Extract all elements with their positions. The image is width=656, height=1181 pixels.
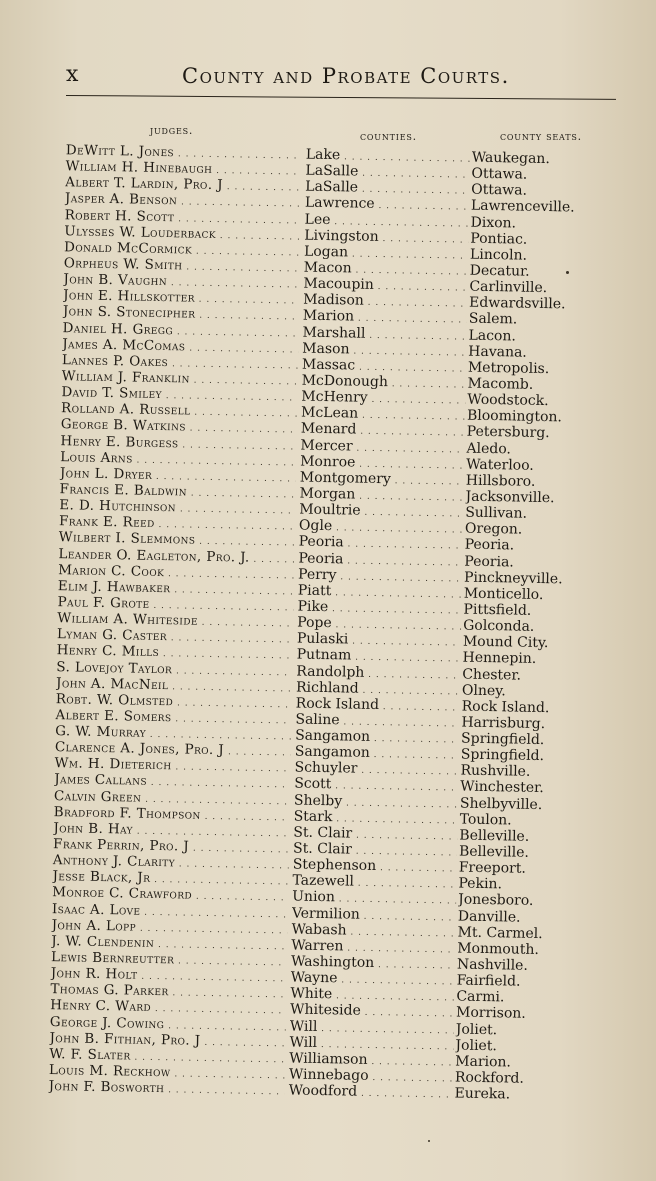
- county-seat: Bloomington.: [466, 407, 563, 426]
- county-name: Perry . . .: [298, 566, 462, 587]
- judge-name: John B. Vaughn . . .: [63, 271, 299, 293]
- county-name: Rock Island . . .: [296, 695, 460, 716]
- county-name: Richland . . .: [296, 679, 460, 700]
- county-name: Pike . . .: [297, 598, 461, 619]
- county-seat: Waterloo.: [466, 456, 534, 474]
- county-seat: Macomb.: [467, 375, 534, 393]
- judge-name: Wm. H. Dieterich . . .: [54, 755, 290, 777]
- county-seat: Rock Island.: [461, 698, 550, 716]
- county-name: Peoria . . .: [298, 550, 462, 571]
- judge-name: Frank Perrin, Pro. J . . .: [53, 836, 289, 858]
- judge-name: Bradford F. Thompson . . .: [54, 804, 290, 826]
- county-name: Macon . . .: [304, 260, 468, 281]
- county-name: Williamson . . .: [289, 1050, 453, 1071]
- judge-name: Thomas G. Parker . . .: [50, 981, 286, 1003]
- header-rule: [66, 95, 616, 100]
- county-name: Lee . . .: [304, 211, 468, 232]
- county-name: Shelby . . .: [294, 792, 458, 813]
- county-seat: Jacksonville.: [465, 488, 555, 507]
- county-seat: Springfield.: [460, 746, 545, 765]
- county-seat: Waukegan.: [471, 149, 551, 168]
- county-seat: Belleville.: [459, 827, 530, 845]
- county-name: Menard . . .: [301, 421, 465, 442]
- judge-name: Albert E. Somers . . .: [55, 707, 291, 729]
- county-name: McHenry . . .: [301, 389, 465, 410]
- county-name: Woodford . . .: [288, 1083, 452, 1104]
- judge-name: George B. Watkins . . .: [61, 417, 297, 439]
- county-name: Putnam . . .: [296, 647, 460, 668]
- county-name: McDonough . . .: [301, 373, 465, 394]
- county-seat: Chester.: [462, 666, 522, 684]
- judge-name: Monroe C. Crawford . . .: [52, 885, 288, 907]
- county-seat: Golconda.: [463, 617, 535, 635]
- judge-name: John E. Hillskotter . . .: [63, 287, 299, 309]
- judge-name: David T. Smiley . . .: [61, 384, 297, 406]
- judge-name: J. W. Clendenin . . .: [51, 933, 287, 955]
- judge-name: Albert T. Lardin, Pro. J . . .: [65, 174, 301, 196]
- court-listing: [0, 141, 656, 1105]
- county-seat: Hennepin.: [462, 649, 537, 668]
- judge-name: William A. Whiteside . . .: [57, 610, 293, 632]
- judge-name: Paul F. Grote . . .: [57, 594, 293, 616]
- county-name: Marshall . . .: [302, 324, 466, 345]
- county-seat: Shelbyville.: [459, 795, 543, 813]
- county-name: Will . . .: [290, 1018, 454, 1039]
- county-name: Madison . . .: [303, 292, 467, 313]
- judge-name: William H. Hinebaugh . . .: [65, 158, 301, 180]
- county-name: LaSalle . . .: [305, 179, 469, 200]
- judge-name: Anthony J. Clarity . . .: [53, 852, 289, 874]
- county-seat: Joliet.: [455, 1037, 498, 1054]
- county-seat: Freeport.: [458, 859, 527, 877]
- page-number: x: [66, 62, 80, 87]
- county-name: Warren . . .: [291, 937, 455, 958]
- county-seat: Havana.: [468, 343, 527, 361]
- judge-name: E. D. Hutchinson . . .: [59, 497, 295, 519]
- judge-name: Rolland A. Russell . . .: [61, 400, 297, 422]
- county-seat: Ottawa.: [471, 181, 528, 199]
- county-seat: Metropolis.: [467, 359, 550, 377]
- county-name: Tazewell . . .: [292, 873, 456, 894]
- judge-name: James Callans . . .: [54, 772, 290, 794]
- judge-name: Calvin Green . . .: [54, 788, 290, 810]
- county-seat: Salem.: [468, 311, 518, 328]
- county-seat: Lawrenceville.: [470, 198, 575, 216]
- county-seat: Morrison.: [455, 1004, 526, 1023]
- column-header-judges: judges.: [150, 124, 194, 137]
- county-name: Sangamon . . .: [295, 728, 459, 749]
- county-seat: Winchester.: [460, 779, 544, 797]
- judge-name: Ulysses W. Louderback . . .: [64, 223, 300, 245]
- judge-name: Jesse Black, Jr . . .: [52, 868, 288, 890]
- judge-name: William J. Franklin . . .: [62, 368, 298, 390]
- county-seat: Edwardsville.: [468, 294, 566, 313]
- county-name: Ogle . . .: [299, 518, 463, 539]
- column-header-county-seats: county seats.: [500, 130, 582, 143]
- judge-name: Henry E. Burgess . . .: [60, 433, 296, 455]
- ink-speck: [428, 1140, 430, 1142]
- judge-name: Wilbert I. Slemmons . . .: [59, 530, 295, 552]
- judge-name: Frank E. Reed . . .: [59, 513, 295, 535]
- county-name: Lake . . .: [306, 147, 470, 168]
- judge-name: G. W. Murray . . .: [55, 723, 291, 745]
- ink-speck: [566, 271, 569, 274]
- judge-name: DeWitt L. Jones . . .: [66, 142, 302, 164]
- county-seat: Decatur.: [469, 262, 530, 280]
- county-seat: Lincoln.: [469, 246, 528, 264]
- judge-name: Elim J. Hawbaker . . .: [58, 578, 294, 600]
- judge-name: George J. Cowing . . .: [50, 1014, 286, 1036]
- county-name: Peoria . . .: [299, 534, 463, 555]
- judge-name: John F. Bosworth . . .: [49, 1078, 285, 1100]
- judge-name: Henry C. Ward . . .: [50, 998, 286, 1020]
- county-seat: Toulon.: [459, 811, 512, 829]
- county-name: Mercer . . .: [300, 437, 464, 458]
- county-name: Saline . . .: [295, 711, 459, 732]
- judge-name: Louis Arns . . .: [60, 449, 296, 471]
- county-seat: Belleville.: [458, 843, 530, 861]
- judge-name: John B. Hay . . .: [53, 820, 289, 842]
- judge-name: Lannes P. Oakes . . .: [62, 352, 298, 374]
- judge-name: Lyman G. Caster . . .: [57, 626, 293, 648]
- judge-name: Leander O. Eagleton, Pro. J. . . .: [58, 546, 294, 568]
- judge-name: Clarence A. Jones, Pro. J . . .: [55, 739, 291, 761]
- county-name: Pope . . .: [297, 615, 461, 636]
- county-name: Union . . .: [292, 889, 456, 910]
- county-seat: Oregon.: [464, 520, 523, 538]
- county-seat: Dixon.: [470, 214, 517, 232]
- county-seat: Rockford.: [454, 1069, 525, 1087]
- judge-name: John A. MacNeil . . .: [56, 675, 292, 697]
- county-name: Montgomery . . .: [300, 469, 464, 490]
- county-seat: Lacon.: [468, 327, 517, 345]
- county-name: Wayne . . .: [291, 970, 455, 991]
- county-name: Macoupin . . .: [303, 276, 467, 297]
- judge-name: John L. Dryer . . .: [60, 465, 296, 487]
- judge-name: W. F. Slater . . .: [49, 1046, 285, 1068]
- county-seat: Monticello.: [463, 585, 544, 603]
- judge-name: Orpheus W. Smith . . .: [64, 255, 300, 277]
- county-seat: Carmi.: [456, 988, 505, 1006]
- county-seat: Pinckneyville.: [463, 569, 563, 588]
- judge-name: Marion C. Cook . . .: [58, 562, 294, 584]
- county-seat: Marion.: [455, 1053, 512, 1071]
- judge-name: Henry C. Mills . . .: [56, 642, 292, 664]
- county-seat: Pekin.: [458, 875, 503, 893]
- county-name: Moultrie . . .: [299, 502, 463, 523]
- judge-name: Isaac A. Love . . .: [52, 901, 288, 923]
- county-name: Winnebago . . .: [289, 1066, 453, 1087]
- county-name: Livingston . . .: [304, 227, 468, 248]
- county-seat: Jonesboro.: [458, 891, 534, 910]
- county-seat: Joliet.: [455, 1021, 498, 1038]
- county-name: LaSalle . . .: [305, 163, 469, 184]
- judge-name: Robert H. Scott . . .: [64, 207, 300, 229]
- county-seat: Pontiac.: [470, 230, 528, 248]
- county-seat: Fairfield.: [456, 972, 521, 990]
- county-seat: Carlinville.: [469, 278, 548, 297]
- county-seat: Ottawa.: [471, 165, 528, 183]
- county-seat: Rushville.: [460, 762, 531, 781]
- judge-name: Robt. W. Olmsted . . .: [56, 691, 292, 713]
- county-name: St. Clair . . .: [293, 824, 457, 845]
- county-seat: Hillsboro.: [465, 472, 536, 490]
- column-header-counties: counties.: [360, 130, 417, 143]
- judge-name: John A. Lopp . . .: [51, 917, 287, 939]
- county-seat: Harrisburg.: [461, 714, 546, 733]
- county-name: White . . .: [290, 986, 454, 1007]
- county-name: Stark . . .: [293, 808, 457, 829]
- county-name: Will . . .: [289, 1034, 453, 1055]
- county-name: Vermilion . . .: [292, 905, 456, 926]
- county-name: Pulaski . . .: [297, 631, 461, 652]
- county-seat: Nashville.: [456, 956, 528, 974]
- judge-name: S. Lovejoy Taylor . . .: [56, 659, 292, 681]
- judge-name: John R. Holt . . .: [51, 965, 287, 987]
- judge-name: Lewis Bernreutter . . .: [51, 949, 287, 971]
- judge-name: Daniel H. Gregg . . .: [62, 320, 298, 342]
- county-seat: Olney.: [461, 682, 506, 699]
- county-seat: Mt. Carmel.: [457, 924, 543, 942]
- county-seat: Danville.: [457, 908, 521, 926]
- county-name: Scott . . .: [294, 776, 458, 797]
- county-name: Monroe . . .: [300, 453, 464, 474]
- judge-name: John B. Fithian, Pro. J . . .: [49, 1030, 285, 1052]
- judge-name: Jasper A. Benson . . .: [65, 191, 301, 213]
- county-seat: Eureka.: [454, 1085, 511, 1103]
- county-name: Randolph . . .: [296, 663, 460, 684]
- county-name: Stephenson . . .: [293, 857, 457, 878]
- county-name: Washington . . .: [291, 954, 455, 975]
- county-name: Morgan . . .: [299, 486, 463, 507]
- county-seat: Aledo.: [466, 440, 512, 457]
- county-seat: Sullivan.: [465, 504, 528, 522]
- county-name: Piatt . . .: [298, 582, 462, 603]
- county-name: Sangamon . . .: [295, 744, 459, 765]
- county-name: Massac . . .: [302, 356, 466, 377]
- county-name: St. Clair . . .: [293, 841, 457, 862]
- judge-name: James A. McComas . . .: [62, 336, 298, 358]
- judge-name: Francis E. Baldwin . . .: [59, 481, 295, 503]
- county-seat: Peoria.: [464, 536, 515, 554]
- county-name: Logan . . .: [304, 243, 468, 264]
- county-seat: Monmouth.: [457, 940, 540, 958]
- county-name: Whiteside . . .: [290, 1002, 454, 1023]
- county-name: Schuyler . . .: [294, 760, 458, 781]
- county-seat: Pittsfield.: [463, 601, 532, 619]
- judge-name: Louis M. Reckhow . . .: [49, 1062, 285, 1084]
- county-name: Wabash . . .: [291, 921, 455, 942]
- county-name: Lawrence . . .: [305, 195, 469, 216]
- judge-name: John S. Stonecipher . . .: [63, 304, 299, 326]
- page-title: County and Probate Courts.: [182, 64, 510, 88]
- county-name: Marion . . .: [303, 308, 467, 329]
- county-seat: Woodstock.: [467, 391, 549, 410]
- county-name: McLean . . .: [301, 405, 465, 426]
- county-seat: Petersburg.: [466, 423, 550, 442]
- county-name: Mason . . .: [302, 340, 466, 361]
- county-seat: Springfield.: [460, 730, 545, 749]
- county-seat: Mound City.: [462, 633, 549, 652]
- judge-name: Donald McCormick . . .: [64, 239, 300, 261]
- county-seat: Peoria.: [464, 553, 515, 571]
